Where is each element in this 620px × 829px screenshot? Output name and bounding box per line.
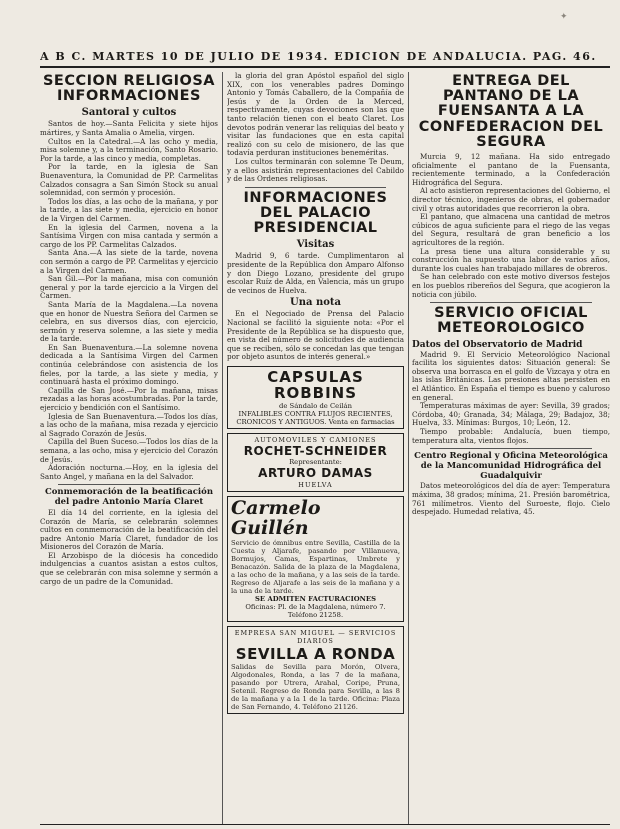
paragraph: Madrid 9. El Servicio Meteorológico Nacional facilita los siguientes datos: Situación general: Se observa una borrasca en el golfo de Vizcaya y otra en las islas Británicas. Las presiones altas persisten en el Atlántico. En España el tiempo es bueno y caluroso en general. [412,349,610,402]
paragraph: Santos de hoy.—Santa Felicita y siete hijos mártires, y Santa Amalia o Amelia, virgen. [40,119,218,138]
paragraph: Santa Ana.—A las siete de la tarde, novena con sermón a cargo de PP. Carmelitas y ejercicio a la Virgen del Carmen. [40,248,218,275]
saints-subtitle: Santoral y cultos [81,107,177,119]
ad-category: AUTOMOVILES Y CAMIONES [254,435,377,444]
paragraph: En el Negociado de Prensa del Palacio Nacional se facilitó la siguiente nota: «Por el Presidente de la República se ha dispuesto que, en vista del número de solicitudes de audiencia que se reciben, sólo se concedan las que tengan por objeto asuntos de interés general.» [227,309,404,362]
paragraph: Madrid 9, 6 tarde. Cumplimentaron al presidente de la República don Amparo Alfonso y don Diego Lozano, presidente del grupo escolar Ruíz de Alda, en Valencia, más un grupo de vecinos de Huelva. [227,251,404,295]
separator [58,484,200,485]
paragraph: Se han celebrado con este motivo diversos festejos en los pueblos ribereños del Segura, que acogieron la noticia con júbilo. [412,272,610,299]
sevilla-ronda-ad [227,626,404,714]
fuensanta-title: ENTREGA DEL PANTANO DE LA FUENSANTA A LA CONFEDERACION DEL SEGURA [418,73,604,150]
ad-subtitle: de Sándalo de Ceilán [279,401,352,410]
ad-brand: ROCHET-SCHNEIDER [243,443,388,458]
column-2 [227,72,404,824]
corner-mark: ✦ [560,12,568,22]
ad-text: INFALIBLES CONTRA FLUJOS RECIENTES, CRONICOS Y ANTIGUOS. Venta en farmacias [236,409,395,426]
masthead: A B C. MARTES 10 DE JULIO DE 1934. EDICION DE ANDALUCIA. PAG. 46. [40,50,597,63]
paragraph: Iglesia de San Buenaventura.—Todos los días, a las ocho de la mañana, misa rezada y ejercicio al Sagrado Corazón de Jesús. [40,411,218,438]
paragraph: Santa María de la Magdalena.—La novena que en honor de Nuestra Señora del Carmen se celebra, en sus diversos días, con ejercicio, sermón y reserva solemne, a las siete y media de la tarde. [40,299,218,344]
ad-note: SE ADMITEN FACTURACIONES [255,594,376,603]
observatory-subtitle: Datos del Observatorio de Madrid [412,339,583,350]
column-divider-1 [222,72,223,824]
separator [430,448,592,449]
paragraph: San Gil.—Por la mañana, misa con comunión general y por la tarde ejercicio a la Virgen del Carmen. [40,274,218,301]
ad-city: HUELVA [298,480,333,489]
paragraph: Capilla de San José.—Por la mañana, misas rezadas a las horas acostumbradas. Por la tarde, ejercicio y bendición con el Santísimo. [40,385,218,413]
ad-text: Servicio de ómnibus entre Sevilla, Castilla de la Cuesta y Aljarafe, pasando por Villanueva, Bormujos, Camas, Espartinas, Umbrete y Benacazón. Salida de la plaza de la Magdalena, a las ocho de la mañana, y a las seis de la tarde. Regreso de Aljarafe a las seis de la mañana y a la una de la tarde. [231,538,400,595]
religious-section-title: SECCION RELIGIOSA INFORMACIONES [42,73,216,105]
claret-subtitle: Conmemoración de la beatificación del padre Antonio María Claret [44,487,214,508]
ad-brand: Carmelo Guillén [231,496,321,539]
visits-subtitle: Visitas [296,239,335,251]
column-3 [412,72,610,824]
ad-agent: ARTURO DAMAS [258,466,373,481]
separator [430,302,592,303]
paragraph: Los cultos terminarán con solemne Te Deum, y a ellos asistirán representaciones del Cabildo y de las Ordenes religiosas. [227,156,404,184]
note-subtitle: Una nota [290,297,341,309]
bottom-rule [40,824,610,825]
robbins-capsules-ad [227,366,404,429]
ad-text: Salidas de Sevilla para Morón, Olvera, Algodonales, Ronda, a las 7 de la mañana, pasando por Utrera, Arahal, Coripe, Pruna, Setenil. Regreso de Ronda para Sevilla, a las 8 de la mañana y a la 1 de la tarde. Oficina: Plaza de San Fernando, 4. Teléfono 21126. [231,662,400,711]
paragraph: Al acto asistieron representaciones del Gobierno, el director técnico, ingenieros de obras, el gobernador civil y otras autoridades que recorrieron la obra. [412,186,610,213]
ad-company: EMPRESA SAN MIGUEL — SERVICIOS DIARIOS [234,628,397,645]
presidential-palace-title: INFORMACIONES DEL PALACIO PRESIDENCIAL [243,189,388,237]
paragraph: El pantano, que almacena una cantidad de metros cúbicos de agua suficiente para el riego de las vegas del Segura, resultará de gran beneficio a los agricultores de la región. [412,212,610,248]
paragraph: Por la tarde, en la iglesia de San Buenaventura, la Comunidad de PP. Carmelitas Calzados consagra a San Simón Stock su anual solemnidad, con sermón y procesión. [40,162,218,198]
paragraph: En la iglesia del Carmen, novena a la Santísima Virgen con misa cantada y sermón a cargo de los PP. Carmelitas Calzados. [40,222,218,249]
paragraph: la gloria del gran Apóstol español del siglo XIX, con los venerables padres Domingo Antonio y Tomás Caballero, de la Compañía de Jesús y de la Orden de la Merced, respectivamente, cuyas devociones son las que tanto relación tienen con el beato Claret. Los devotos podrán venerar las reliquias del beato y visitar las fundaciones que en esta capital realizó con su celo de misionero, de las que todavía perduran instituciones beneméritas. [227,72,404,158]
meteorological-title: SERVICIO OFICIAL METEOROLOGICO [434,305,588,337]
paragraph: En San Buenaventura.—La solemne novena dedicada a la Santísima Virgen del Carmen continúa celebrándose con asistencia de los fieles, por la tarde, a las siete y media, y continuará hasta el próximo domingo. [40,342,218,387]
column-1 [40,72,218,824]
paragraph: Cultos en la Catedral.—A las ocho y media, misa solemne y, a la terminación, Santo Rosario. Por la tarde, a las cinco y media, completas. [40,136,218,163]
masthead-rule [40,66,610,68]
ad-title: CAPSULAS ROBBINS [267,367,364,403]
separator [245,187,386,188]
paragraph: Datos meteorológicos del día de ayer: Temperatura máxima, 38 grados; mínima, 21. Presión barométrica, 761 milímetros. Viento del Suroeste, flojo. Cielo despejado. Humedad relativa, 45. [412,481,610,517]
ad-office: Oficinas: Pl. de la Magdalena, número 7. Teléfono 21258. [245,602,386,619]
paragraph: Todos los días, a las ocho de la mañana, y por la tarde, a las siete y media, ejercicio en honor de la Virgen del Carmen. [40,196,218,223]
paragraph: La presa tiene una altura considerable y su construcción ha supuesto una labor de varios años, durante los cuales han trabajado millares de obreros. [412,246,610,273]
paragraph: El día 14 del corriente, en la iglesia del Corazón de María, se celebrarán solemnes cultos en conmemoración de la beatificación del padre Antonio María Claret, fundador de los Misioneros del Corazón de María. [40,507,218,552]
ad-rep-label: Representante: [289,458,342,467]
rochet-schneider-ad [227,433,404,492]
paragraph: Adoración nocturna.—Hoy, en la iglesia del Santo Angel, y mañana en la del Salvador. [40,463,218,481]
paragraph: El Arzobispo de la diócesis ha concedido indulgencias a cuantos asistan a estos cultos, que se celebrarán con misa solemne y sermón a cargo de un padre de la Comunidad. [40,550,218,586]
paragraph: Murcia 9, 12 mañana. Ha sido entregado oficialmente el pantano de la Fuensanta, recientemente terminado, a la Confederación Hidrográfica del Segura. [412,152,610,187]
paragraph: Temperaturas máximas de ayer: Sevilla, 39 grados; Córdoba, 40; Granada, 34; Málaga, 29; Badajoz, 38; Huelva, 33. Mínimas: Burgos, 10; León, 12. [412,401,610,428]
column-divider-2 [408,72,409,824]
paragraph: Tiempo probable: Andalucía, buen tiempo, temperatura alta, vientos flojos. [412,426,610,445]
carmelo-guillen-ad [227,496,404,622]
paragraph: Capilla del Buen Suceso.—Todos los días de la semana, a las ocho, misa y ejercicio del Corazón de Jesús. [40,437,218,464]
guadalquivir-subtitle: Centro Regional y Oficina Meteorológica de la Mancomunidad Hidrográfica del Guadalquivir [414,451,608,481]
ad-route: SEVILLA A RONDA [235,644,396,663]
